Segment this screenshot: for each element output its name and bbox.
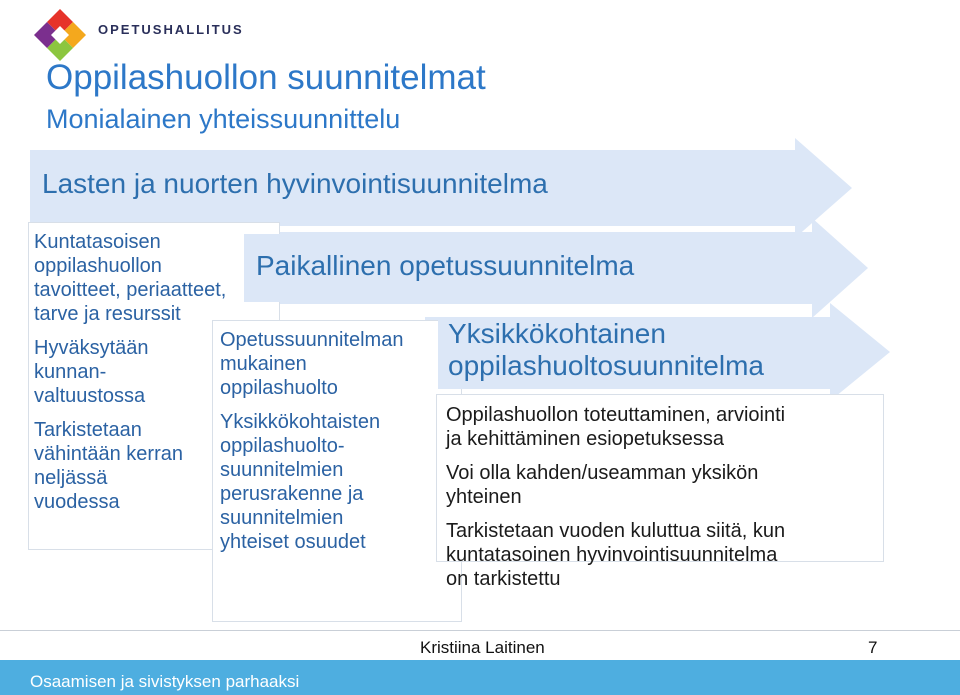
middle-paragraph-1: Opetussuunnitelman mukainen oppilashuolto bbox=[220, 329, 404, 399]
left-paragraph-3: Tarkistetaan vähintään kerran neljässä vuodessa bbox=[34, 419, 183, 513]
band-label-yksikkokohtainen: Yksikkökohtainen oppilashuoltosuunnitelma bbox=[448, 318, 764, 381]
slide-subtitle: Monialainen yhteissuunnittelu bbox=[46, 104, 401, 134]
right-paragraph-3: Tarkistetaan vuoden kuluttua siitä, kun kuntatasoinen hyvinvointisuunnitelma on tarkistettu bbox=[446, 520, 786, 590]
middle-box-text bbox=[220, 328, 403, 564]
left-paragraph-1: Kuntatasoisen oppilashuollon tavoitteet, periaatteet, tarve ja resurssit bbox=[34, 231, 227, 325]
right-paragraph-2: Voi olla kahden/useamman yksikön yhteinen bbox=[446, 462, 759, 508]
right-paragraph-1: Oppilashuollon toteuttaminen, arviointi ja kehittäminen esiopetuksessa bbox=[446, 404, 786, 450]
footer-tagline: Osaamisen ja sivistyksen parhaaksi bbox=[30, 672, 300, 691]
brand-name: OPETUSHALLITUS bbox=[98, 22, 244, 37]
left-paragraph-2: Hyväksytään kunnan- valtuustossa bbox=[34, 337, 149, 407]
footer-author: Kristiina Laitinen bbox=[420, 638, 545, 657]
left-box-text bbox=[34, 230, 226, 524]
band-label-opetussuunnitelma: Paikallinen opetussuunnitelma bbox=[256, 250, 635, 281]
slide-title: Oppilashuollon suunnitelmat bbox=[46, 58, 486, 97]
right-box-text bbox=[446, 403, 785, 601]
page-number: 7 bbox=[868, 638, 878, 657]
middle-paragraph-2: Yksikkökohtaisten oppilashuolto- suunnitelmien perusrakenne ja suunnitelmien yhteiset osuudet bbox=[220, 411, 381, 553]
band-label-hyvinvointisuunnitelma: Lasten ja nuorten hyvinvointisuunnitelma bbox=[42, 168, 548, 199]
footer-divider bbox=[0, 630, 960, 631]
